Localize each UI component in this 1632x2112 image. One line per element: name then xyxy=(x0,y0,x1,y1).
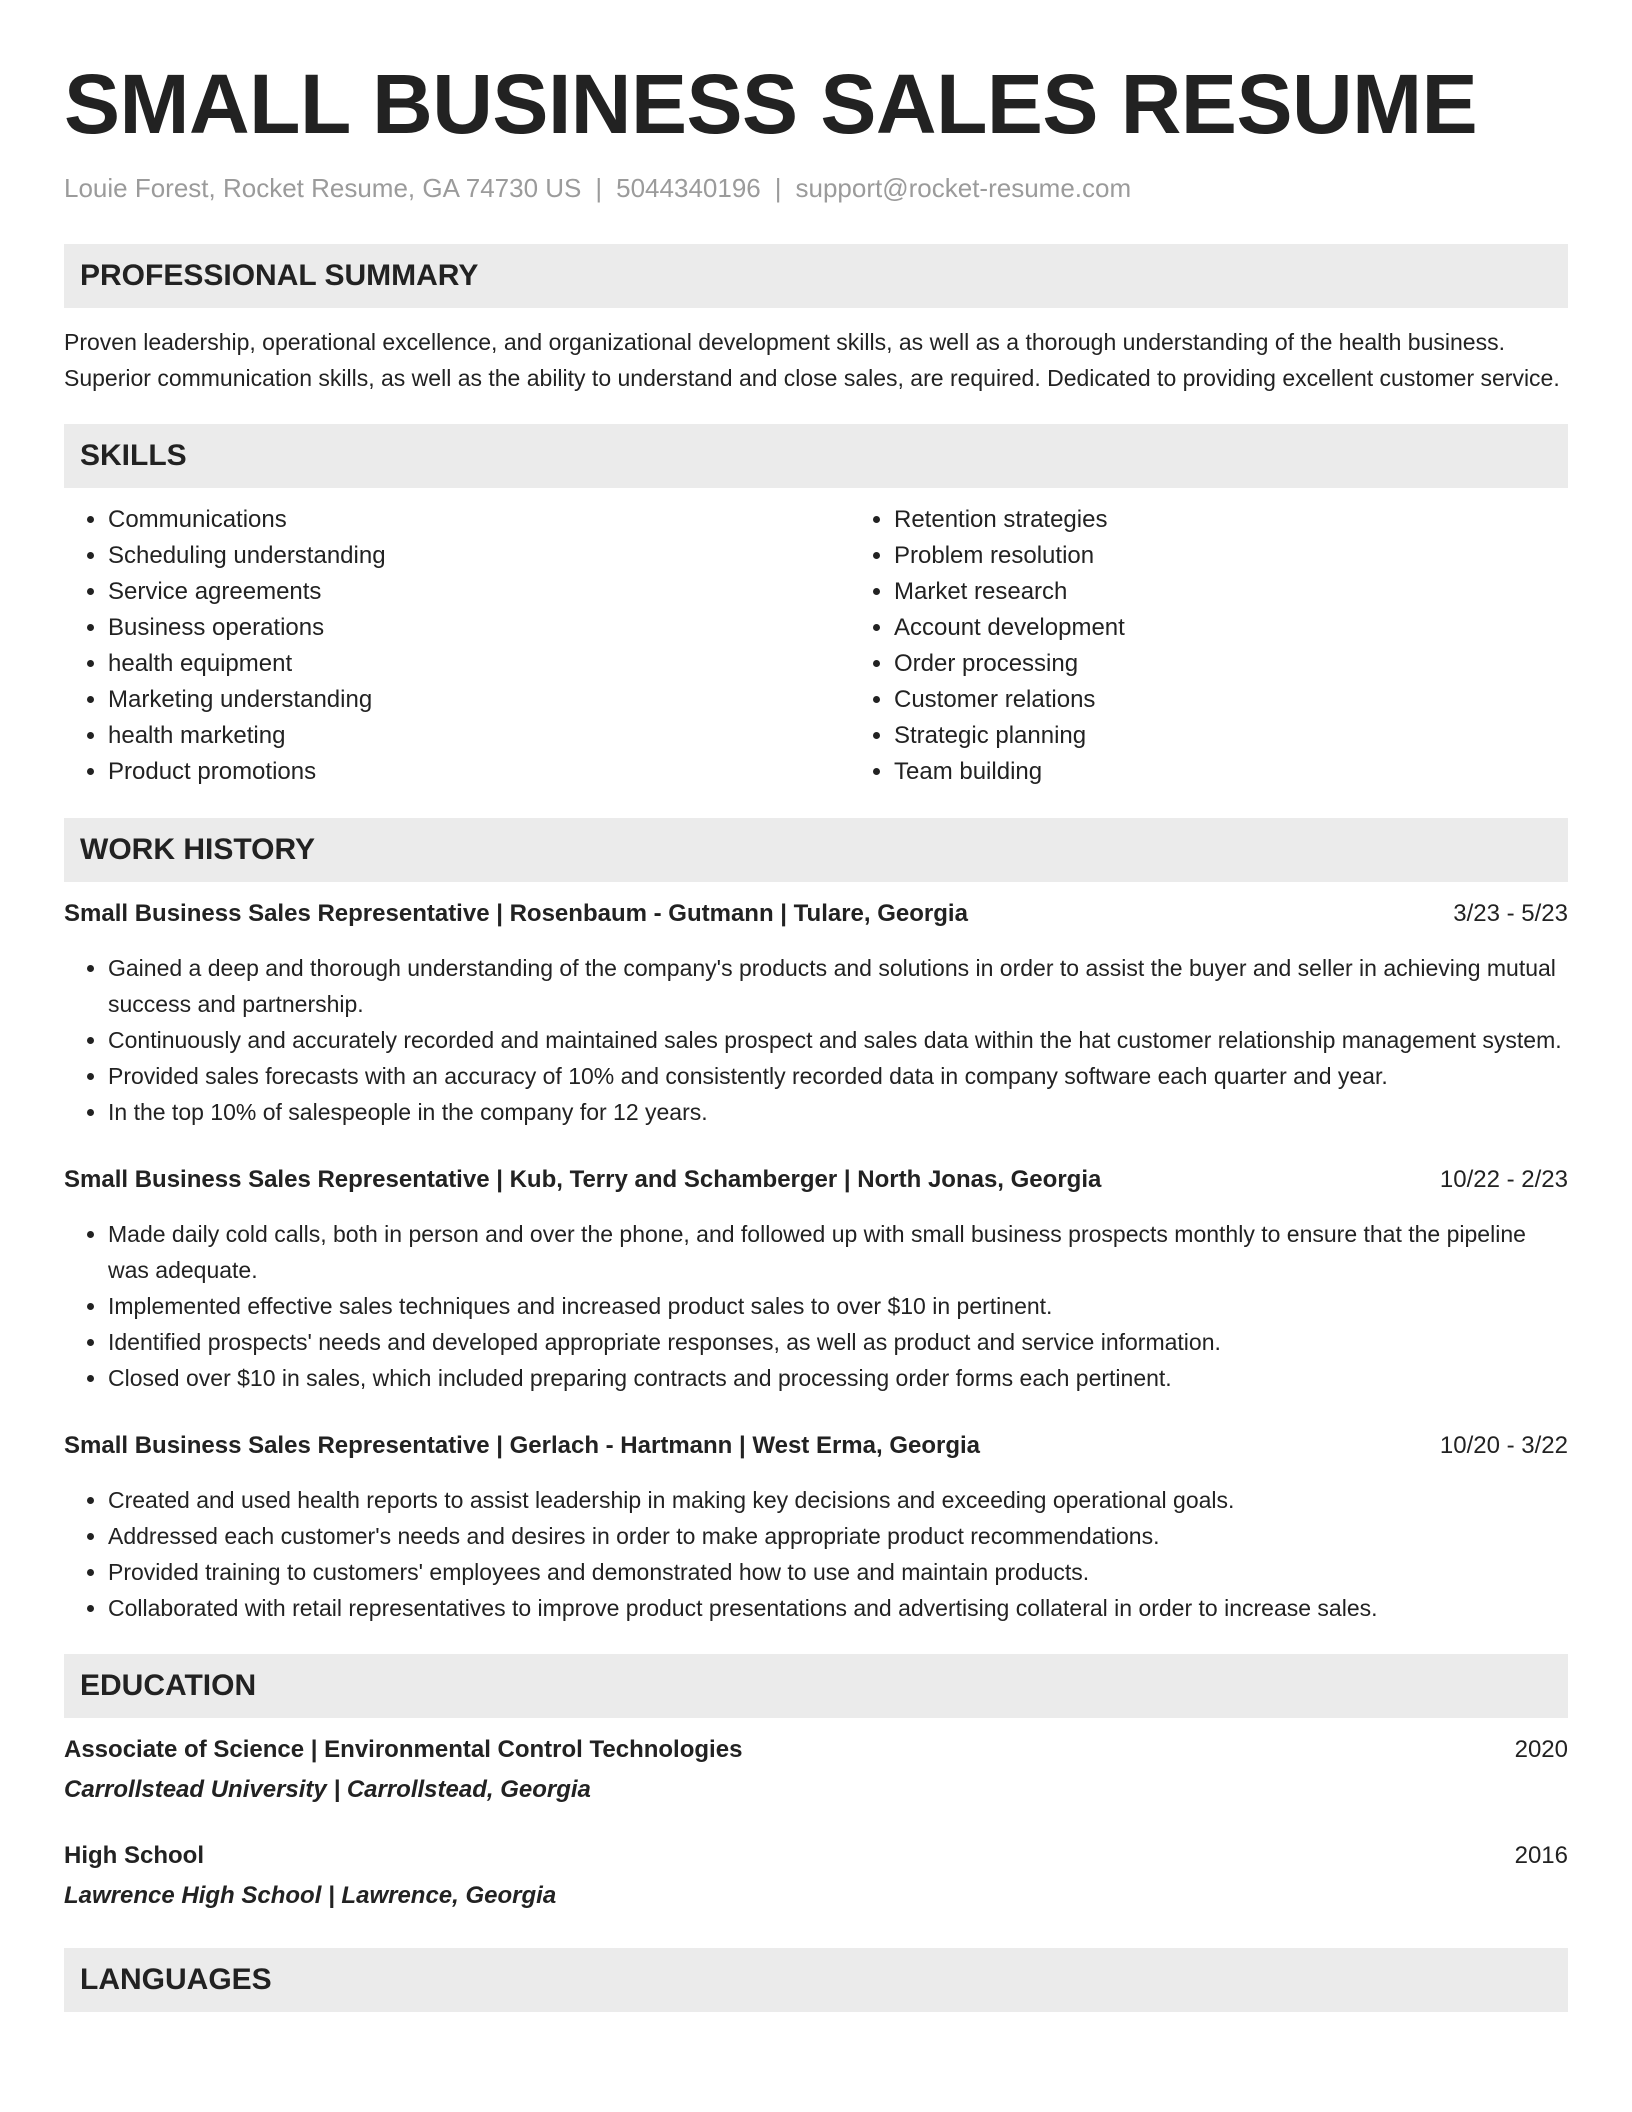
section-heading-languages: LANGUAGES xyxy=(64,1948,1568,2012)
skill-item: • Retention strategies xyxy=(894,502,1568,538)
job-bullet: • Collaborated with retail representatives to improve product presentations and advertising collateral in order to increase sales. xyxy=(108,1590,1568,1626)
job-title: Small Business Sales Representative | Rosenbaum - Gutmann | Tulare, Georgia xyxy=(64,900,968,927)
job-bullet: • Addressed each customer's needs and desires in order to make appropriate product recommendations. xyxy=(108,1518,1568,1554)
education-school: Lawrence High School | Lawrence, Georgia xyxy=(64,1882,557,1909)
job-bullet: • Provided sales forecasts with an accuracy of 10% and consistently recorded data in company software each quarter and year. xyxy=(108,1058,1568,1094)
job-dates: 3/23 - 5/23 xyxy=(1453,900,1568,927)
education-school: Carrollstead University | Carrollstead, Georgia xyxy=(64,1776,591,1803)
job-header xyxy=(64,1162,1568,1198)
job-bullets xyxy=(64,1482,1568,1626)
job-bullets xyxy=(64,1216,1568,1396)
contact-line xyxy=(64,172,1568,204)
job-bullet: • Made daily cold calls, both in person and over the phone, and followed up with small business prospects monthly to ensure that the pipeline was adequate. xyxy=(108,1216,1568,1288)
contact-address: Louie Forest, Rocket Resume, GA 74730 US xyxy=(64,173,582,203)
skill-item: • Business operations xyxy=(108,610,850,646)
skill-item: • Product promotions xyxy=(108,754,850,790)
skill-item: • health equipment xyxy=(108,646,850,682)
job-bullet: • Gained a deep and thorough understanding of the company's products and solutions in order to assist the buyer and seller in achieving mutual success and partnership. xyxy=(108,950,1568,1022)
skill-item: • Problem resolution xyxy=(894,538,1568,574)
job-entry xyxy=(64,1162,1568,1396)
education-header xyxy=(64,1732,1568,1768)
education-header xyxy=(64,1838,1568,1874)
skill-item: • health marketing xyxy=(108,718,850,754)
skill-item: • Strategic planning xyxy=(894,718,1568,754)
job-entry xyxy=(64,896,1568,1130)
skill-item: • Marketing understanding xyxy=(108,682,850,718)
job-dates: 10/20 - 3/22 xyxy=(1439,1432,1568,1459)
job-header xyxy=(64,896,1568,932)
education-entry xyxy=(64,1838,1568,1914)
contact-separator: | xyxy=(595,173,603,203)
education-degree: Associate of Science | Environmental Control Technologies xyxy=(64,1736,743,1763)
job-bullet: • Created and used health reports to assist leadership in making key decisions and exceeding operational goals. xyxy=(108,1482,1568,1518)
section-heading-work-history: WORK HISTORY xyxy=(64,818,1568,882)
summary-text: Proven leadership, operational excellence, and organizational development skills, as well as a thorough understanding of the health business. Superior communication skills, as well as the ability to understand and close sales, are required. Dedicated to providing excellent customer service. xyxy=(64,329,1560,391)
contact-phone: 5044340196 xyxy=(616,173,761,203)
job-title: Small Business Sales Representative | Gerlach - Hartmann | West Erma, Georgia xyxy=(64,1432,981,1459)
skills-column-right xyxy=(850,502,1568,790)
job-entry xyxy=(64,1428,1568,1626)
contact-separator: | xyxy=(774,173,782,203)
job-bullet: • Closed over $10 in sales, which included preparing contracts and processing order forms each pertinent. xyxy=(108,1360,1568,1396)
job-bullet: • Continuously and accurately recorded and maintained sales prospect and sales data within the hat customer relationship management system. xyxy=(108,1022,1568,1058)
education-degree: High School xyxy=(64,1842,204,1869)
skills-list xyxy=(64,502,1568,790)
resume-page xyxy=(64,0,1568,2012)
skill-item: • Communications xyxy=(108,502,850,538)
job-title: Small Business Sales Representative | Kub, Terry and Schamberger | North Jonas, Georgia xyxy=(64,1166,1102,1193)
job-bullet: • Identified prospects' needs and developed appropriate responses, as well as product and service information. xyxy=(108,1324,1568,1360)
job-bullet: • Provided training to customers' employees and demonstrated how to use and maintain products. xyxy=(108,1554,1568,1590)
contact-email: support@rocket-resume.com xyxy=(795,173,1132,203)
section-heading-education: EDUCATION xyxy=(64,1654,1568,1718)
skill-item: • Scheduling understanding xyxy=(108,538,850,574)
skill-item: • Market research xyxy=(894,574,1568,610)
education-year: 2016 xyxy=(1514,1842,1568,1869)
job-bullet: • Implemented effective sales techniques and increased product sales to over $10 in pertinent. xyxy=(108,1288,1568,1324)
section-heading-summary: PROFESSIONAL SUMMARY xyxy=(64,244,1568,308)
skill-item: • Service agreements xyxy=(108,574,850,610)
skill-item: • Order processing xyxy=(894,646,1568,682)
job-bullets xyxy=(64,950,1568,1130)
skill-item: • Team building xyxy=(894,754,1568,790)
skill-item: • Customer relations xyxy=(894,682,1568,718)
skill-item: • Account development xyxy=(894,610,1568,646)
job-dates: 10/22 - 2/23 xyxy=(1439,1166,1568,1193)
education-entry xyxy=(64,1732,1568,1808)
job-header xyxy=(64,1428,1568,1464)
job-bullet: • In the top 10% of salespeople in the company for 12 years. xyxy=(108,1094,1568,1130)
skills-column-left xyxy=(64,502,850,790)
resume-title: SMALL BUSINESS SALES RESUME xyxy=(64,57,1478,151)
education-year: 2020 xyxy=(1514,1736,1568,1763)
section-heading-skills: SKILLS xyxy=(64,424,1568,488)
